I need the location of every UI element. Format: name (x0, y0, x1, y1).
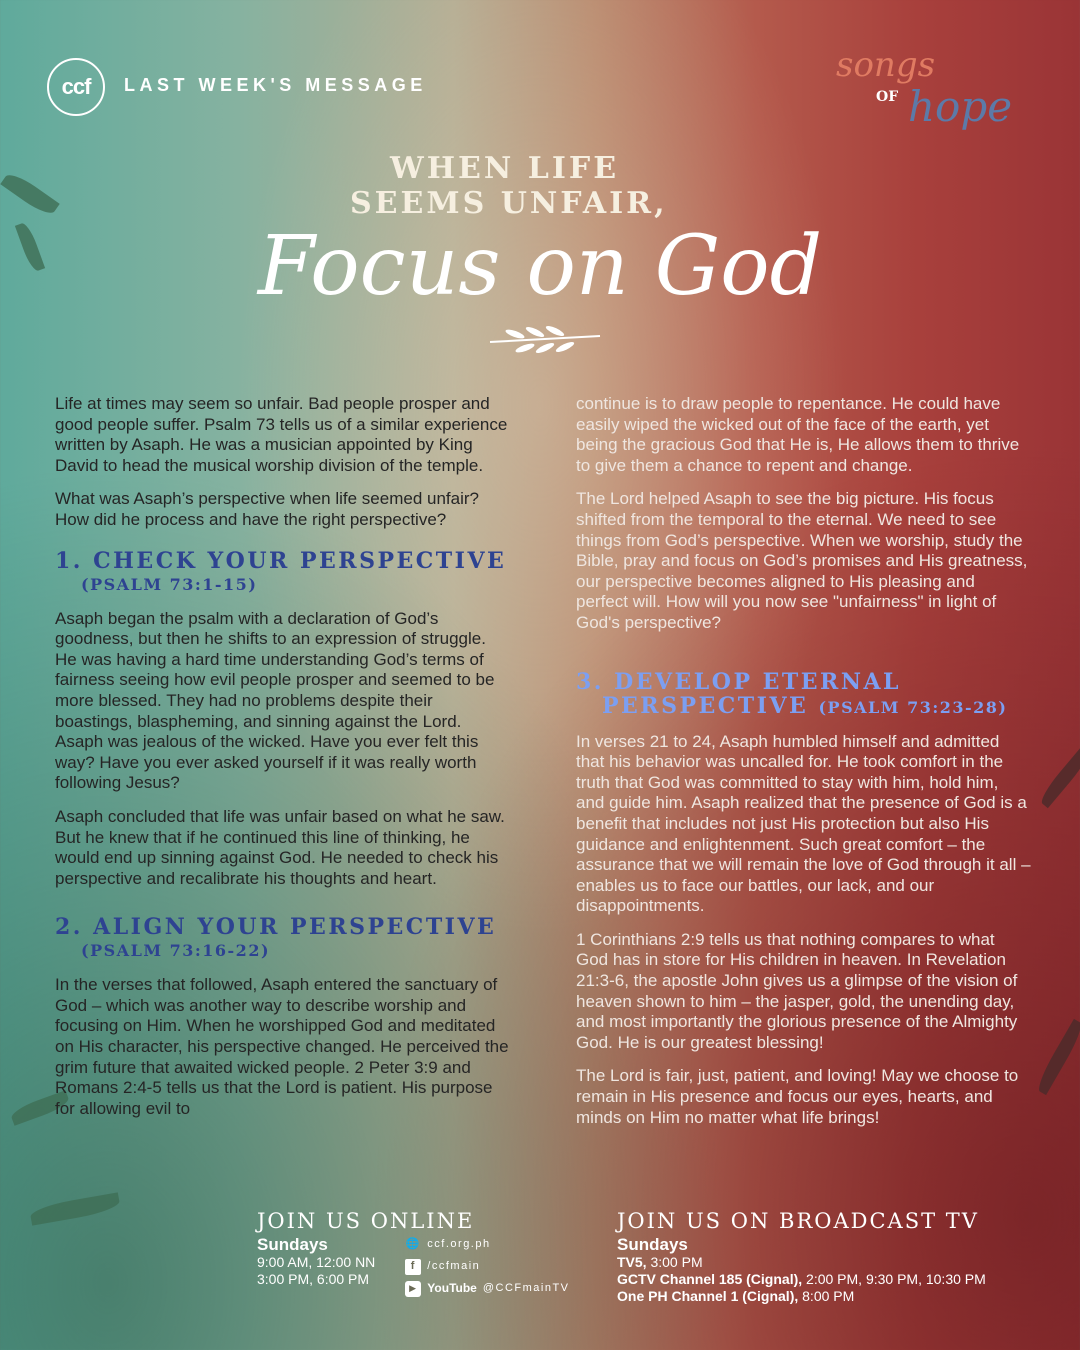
title-script: Focus on God (257, 219, 823, 314)
intro-paragraph: Life at times may seem so unfair. Bad people prosper and good people suffer. Psalm 73 tells us of a similar experience written by Asaph. He was a musician appointed by King David to head the musical worship division of the temple. (55, 394, 508, 475)
section-heading-2 (55, 915, 510, 963)
logo-songs: songs (836, 45, 936, 85)
title-line2: SEEMS UNFAIR, (350, 186, 668, 221)
tv-heading: JOIN US ON BROADCAST TV (617, 1209, 979, 1233)
sprig-icon (485, 320, 605, 360)
facebook-text: /ccfmain (427, 1260, 481, 1272)
heading-text: 2. ALIGN YOUR PERSPECTIVE (55, 914, 497, 941)
body-paragraph: continue is to draw people to repentance. He could have easily wiped the wicked out of the face of the earth, yet being the gracious God that He is, He allows them to thrive to give them a chance to repent and change. (576, 394, 1020, 475)
heading-ref: (PSALM 73:1-15) (81, 574, 258, 594)
left-column (55, 394, 510, 1132)
leaf-decoration (0, 169, 59, 218)
tv-line (617, 1254, 1057, 1271)
online-times: 3:00 PM, 6:00 PM (257, 1271, 370, 1287)
online-times: 9:00 AM, 12:00 NN (257, 1254, 376, 1270)
heading-text: 1. CHECK YOUR PERSPECTIVE (55, 547, 507, 574)
heading-ref: (PSALM 73:16-22) (81, 941, 271, 961)
leaf-decoration (1034, 1019, 1080, 1095)
online-heading: JOIN US ONLINE (257, 1209, 475, 1233)
body-paragraph: Asaph began the psalm with a declaration of God’s goodness, but then he shifts to an expression of struggle. He was having a hard time understanding God’s terms of fairness seeing how evil people prosper and seemed to be more blessed. They had no problems despite their boastings, blaspheming, and sinning against the Lord. Asaph was jealous of the wicked. Have you ever felt this way? Have you ever asked yourself if it was really worth following Jesus? (55, 608, 495, 793)
youtube-label: YouTube (427, 1281, 477, 1295)
body-paragraph: 1 Corinthians 2:9 tells us that nothing compares to what God has in store for His children in heaven. In Revelation 21:3-6, the apostle John gives us a glimpse of the vision of heaven shown to him – the jasper, gold, the unending day, and most importantly the glorious presence of the Almighty God. He is our greatest blessing! (576, 929, 1018, 1052)
globe-icon: 🌐 (405, 1238, 421, 1250)
body-paragraph: Asaph concluded that life was unfair based on what he saw. But he knew that if he continued this line of thinking, he would end up sinning against God. He needed to check his perspective and recalibrate his thoughts and heart. (55, 806, 505, 888)
body-paragraph: The Lord helped Asaph to see the big picture. His focus shifted from the temporal to the eternal. We need to see things from God’s perspective. When we worship, study the Bible, pray and focus on God’s promises and His greatness, our perspective becomes aligned to His pleasing and perfect will. How will you now see "unfairness" in light of God's perspective? (576, 489, 1028, 632)
time: 3:00 PM (646, 1254, 703, 1270)
join-tv (617, 1209, 1057, 1305)
leaf-decoration (29, 1192, 121, 1225)
section-heading-1 (55, 549, 510, 597)
body-paragraph: In the verses that followed, Asaph entered the sanctuary of God – which was another way to describe worship and focusing on Him. When he worshipped God and meditated on His character, his perspective changed. He perceived the grim future that awaited wicked people. 2 Peter 3:9 and Romans 2:4-5 tells us that the Lord is patient. His purpose for allowing evil to (55, 975, 509, 1118)
section-heading-3 (576, 670, 1031, 720)
tagline: LAST WEEK'S MESSAGE (124, 75, 427, 95)
youtube-link[interactable] (405, 1280, 569, 1297)
ccf-logo: ccf (47, 58, 105, 116)
heading-text: PERSPECTIVE (602, 692, 809, 719)
songs-of-hope-logo (836, 45, 1036, 138)
youtube-icon: ▶ (405, 1281, 421, 1297)
intro-paragraph: What was Asaph’s perspective when life seemed unfair? How did he process and have the right perspective? (55, 489, 479, 529)
online-day: Sundays (257, 1235, 328, 1254)
channel: One PH Channel 1 (Cignal), (617, 1288, 799, 1304)
youtube-text: @CCFmainTV (482, 1282, 570, 1294)
logo-hope: hope (908, 82, 1013, 131)
join-online (257, 1209, 587, 1302)
tv-day: Sundays (617, 1235, 688, 1254)
heading-ref: (PSALM 73:23-28) (818, 697, 1008, 717)
body-paragraph: The Lord is fair, just, patient, and loving! May we choose to remain in His presence and focus our eyes, hearts, and minds on Him no matter what life brings! (576, 1066, 1019, 1127)
tv-line (617, 1288, 1057, 1305)
facebook-link[interactable] (405, 1258, 569, 1275)
heading-text: 3. DEVELOP ETERNAL (576, 668, 901, 695)
website-link[interactable] (405, 1236, 569, 1253)
website-text: ccf.org.ph (427, 1238, 491, 1250)
logo-of: OF (876, 89, 899, 105)
body-paragraph: In verses 21 to 24, Asaph humbled himself and admitted that his behavior was uncalled for. He took comfort in the truth that God was committed to stay with him, hold him, and guide him. Asaph realized that the presence of God is a benefit that includes not just His protection but also His guidance and enlightenment. Such great comfort – the assurance that we will remain the love of God through it all – enables us to face our battles, our lack, and our disappointments. (576, 731, 1031, 916)
facebook-icon: f (405, 1259, 421, 1275)
channel: GCTV Channel 185 (Cignal), (617, 1271, 803, 1287)
leaf-decoration (1037, 746, 1080, 809)
title-line1: WHEN LIFE (390, 151, 620, 186)
tv-line (617, 1271, 1057, 1288)
time: 8:00 PM (798, 1288, 855, 1304)
time: 2:00 PM, 9:30 PM, 10:30 PM (802, 1271, 986, 1287)
right-column (576, 394, 1031, 1141)
channel: TV5, (617, 1254, 647, 1270)
